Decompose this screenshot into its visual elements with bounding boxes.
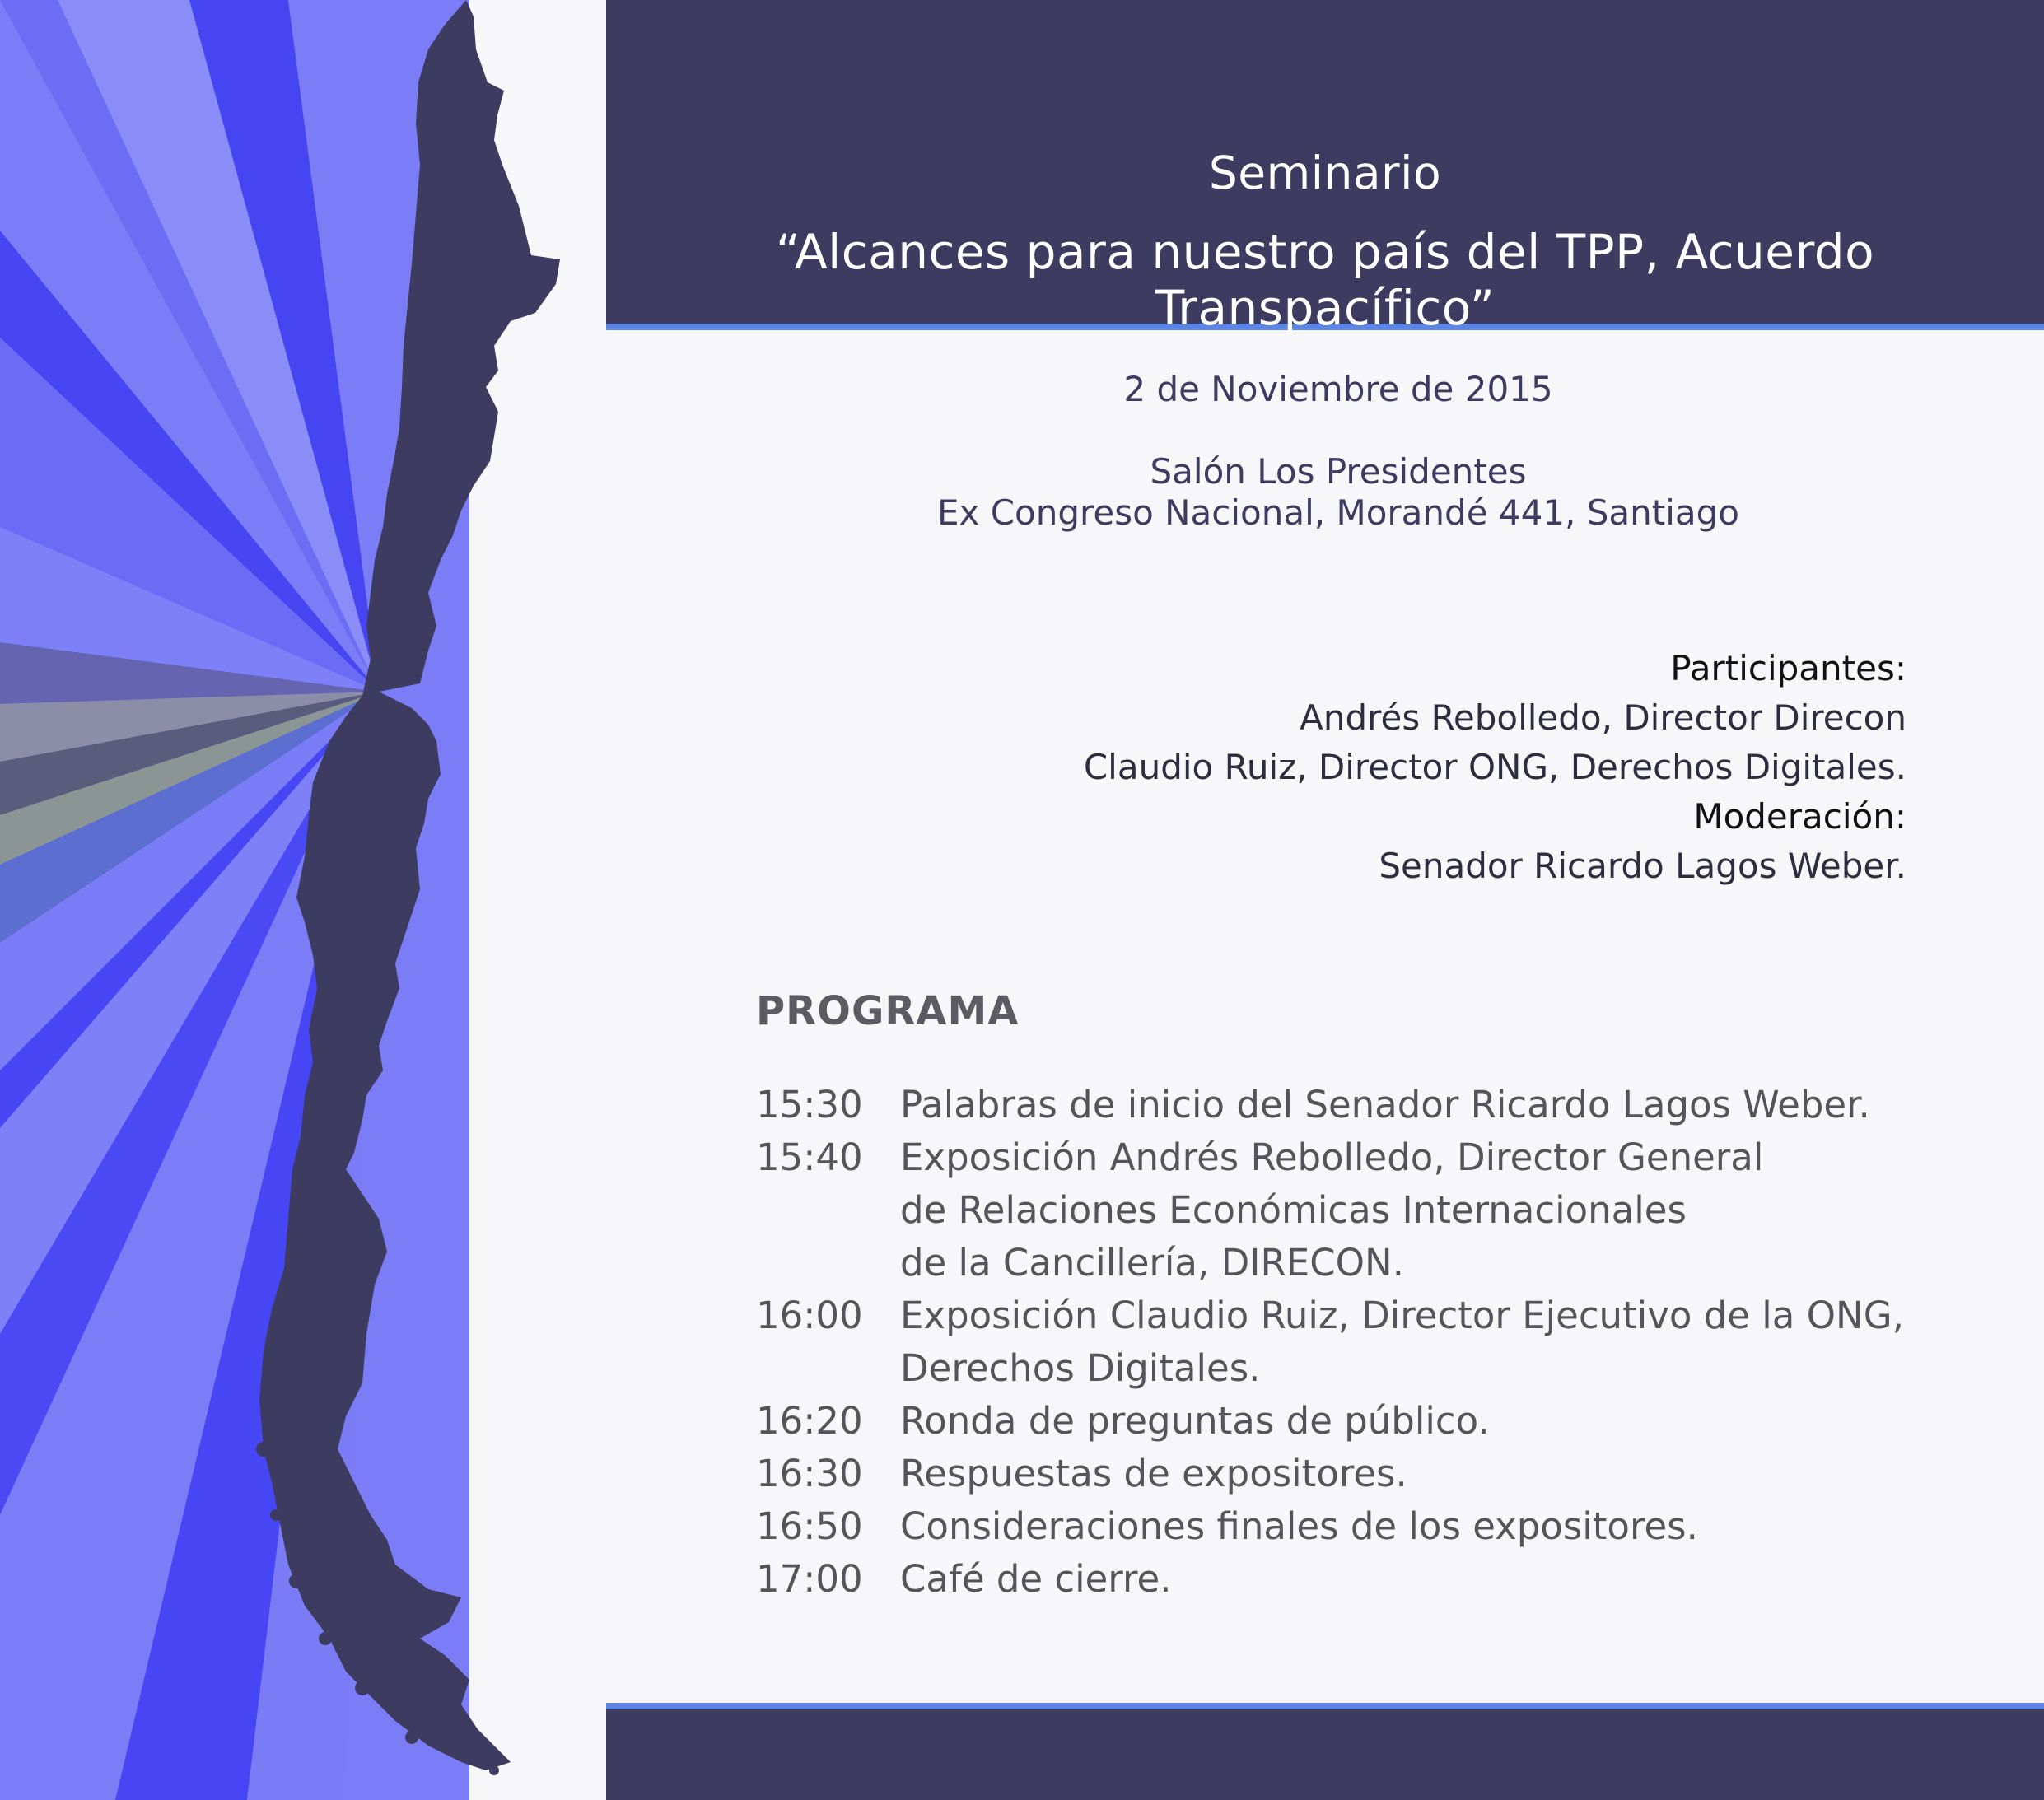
agenda-item — [756, 1553, 1904, 1606]
agenda-item — [756, 1289, 1904, 1395]
participants-heading: Participantes: — [1670, 648, 1906, 688]
venue-address: Ex Congreso Nacional, Morandé 441, Santiago — [936, 492, 1740, 533]
seminar-label: Seminario — [1208, 147, 1442, 199]
agenda-text: Consideraciones finales de los expositores. — [900, 1504, 1698, 1548]
agenda-time: 16:00 — [756, 1294, 863, 1337]
decorative-map-artwork — [0, 0, 606, 1800]
agenda-text: Exposición Andrés Rebolledo, Director General — [900, 1135, 1764, 1179]
agenda-item — [756, 1500, 1904, 1553]
agenda-item — [756, 1079, 1904, 1131]
agenda-time: 15:30 — [756, 1083, 863, 1126]
program-agenda — [756, 1079, 1904, 1606]
agenda-text: de Relaciones Económicas Internacionales — [900, 1188, 1687, 1232]
agenda-time: 16:50 — [756, 1504, 863, 1548]
agenda-time: 15:40 — [756, 1135, 863, 1179]
participants-block — [1084, 644, 1906, 891]
agenda-item — [756, 1448, 1904, 1500]
venue-name: Salón Los Presidentes — [1150, 451, 1527, 492]
footer-accent-line — [606, 1703, 2044, 1709]
participant: Andrés Rebolledo, Director Direcon — [1300, 697, 1906, 738]
agenda-item — [756, 1131, 1904, 1289]
moderation-heading: Moderación: — [1693, 796, 1906, 837]
agenda-time: 17:00 — [756, 1557, 863, 1601]
agenda-item — [756, 1395, 1904, 1448]
agenda-text: Café de cierre. — [900, 1557, 1172, 1601]
footer-bar — [606, 1709, 2044, 1800]
agenda-time: 16:20 — [756, 1399, 863, 1443]
agenda-text: Ronda de preguntas de público. — [900, 1399, 1490, 1443]
program-title: PROGRAMA — [756, 988, 1020, 1034]
agenda-time: 16:30 — [756, 1452, 863, 1495]
event-date: 2 de Noviembre de 2015 — [1123, 369, 1553, 409]
participant: Claudio Ruiz, Director ONG, Derechos Digitales. — [1083, 747, 1906, 787]
moderator: Senador Ricardo Lagos Weber. — [1379, 846, 1906, 886]
agenda-text: Respuestas de expositores. — [900, 1452, 1407, 1495]
seminar-title: “Alcances para nuestro país del TPP, Acuerdo Transpacífico” — [775, 224, 1875, 336]
agenda-text: Palabras de inicio del Senador Ricardo Lagos Weber. — [900, 1083, 1870, 1126]
agenda-text: Exposición Claudio Ruiz, Director Ejecutivo de la ONG, — [900, 1294, 1904, 1337]
agenda-text: de la Cancillería, DIRECON. — [900, 1241, 1405, 1285]
agenda-text: Derechos Digitales. — [900, 1346, 1261, 1390]
